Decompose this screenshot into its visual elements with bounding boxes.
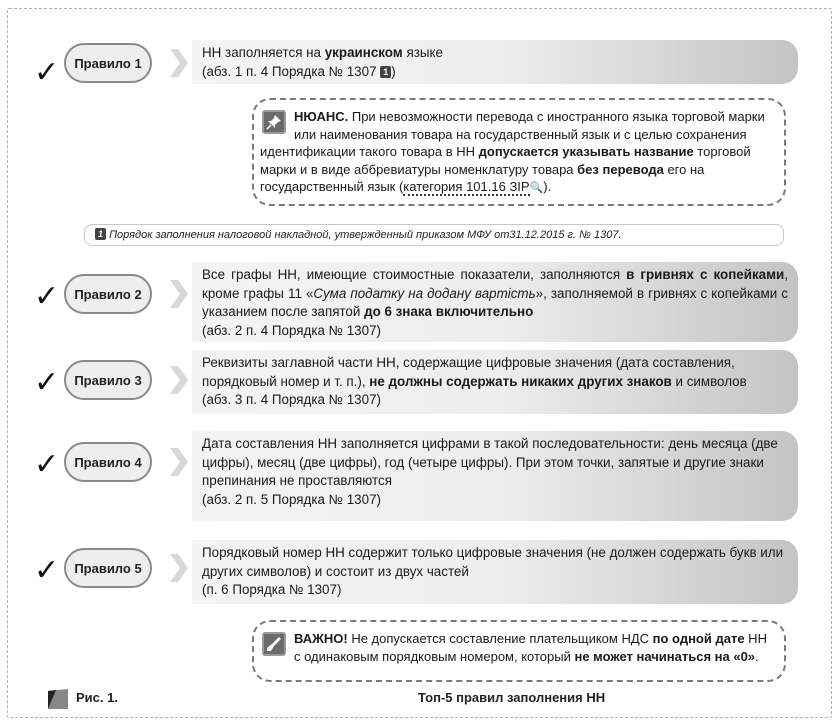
magnifier-icon[interactable]: 🔍 xyxy=(529,182,544,195)
text-segment: в гривнях с копейками xyxy=(626,267,785,282)
rule-label-pill: Правило 2 xyxy=(64,274,152,314)
rule-label-pill: Правило 4 xyxy=(64,442,152,482)
text-segment: При невозможности перевода с иностранного языка торговой марки или наименования товара на государственный язык и с целью сохранения идентификации такого товара в НН xyxy=(260,109,765,160)
nuance-text xyxy=(260,109,765,194)
rule-text xyxy=(192,431,798,521)
text-segment: НЮАНС. xyxy=(294,109,349,124)
footnote-ref-badge: 1 xyxy=(380,66,391,78)
text-segment: Порядковый номер НН содержит только цифровые значения (не должен содержать букв или других символов) и состоит из двух частей xyxy=(202,545,784,579)
figure-label: Рис. 1. xyxy=(76,690,118,705)
text-segment: торговой марки и в виде аббревиатуры номенклатуру товара xyxy=(260,144,751,177)
chevron-right-icon xyxy=(168,554,188,582)
text-segment: (абз. 2 п. 5 Порядка № 1307) xyxy=(202,491,381,507)
text-segment: языке xyxy=(402,45,443,60)
text-segment: НН заполняется на xyxy=(202,45,325,60)
text-segment: (абз. 3 п. 4 Порядка № 1307) xyxy=(202,392,381,407)
rule-text xyxy=(192,40,798,84)
brush-icon xyxy=(262,632,286,656)
text-segment: допускается указывать название xyxy=(478,144,694,160)
text-segment: (абз. 2 п. 4 Порядка № 1307) xyxy=(202,322,381,338)
text-segment: ). xyxy=(543,179,552,195)
chevron-right-icon xyxy=(168,366,188,394)
text-segment: ) xyxy=(391,63,396,79)
rule-label-pill: Правило 5 xyxy=(64,548,152,588)
text-segment: , кроме графы 11 « xyxy=(202,267,789,301)
text-segment: Сума податку на додану вартість xyxy=(313,285,536,301)
text-segment: Реквизиты заглавной части НН, содержащие цифровые значения (дата составления, порядковый номер и т. п.), xyxy=(202,355,735,389)
checkmark-icon: ✓ xyxy=(34,553,60,588)
checkmark-icon: ✓ xyxy=(34,279,60,314)
text-segment: не может начинаться на «0» xyxy=(574,648,756,664)
pushpin-icon xyxy=(262,110,286,134)
text-segment: (абз. 1 п. 4 Порядка № 1307 xyxy=(202,63,381,79)
checkmark-icon: ✓ xyxy=(34,447,60,482)
text-segment: Не допускается составление плательщиком НДС xyxy=(347,631,653,646)
text-segment: НН с одинаковым порядковым номером, который xyxy=(294,631,767,664)
footnote-text: Порядок заполнения налоговой накладной, утвержденный приказом МФУ от31.12.2015 г. № 1307. xyxy=(109,229,622,241)
rule-label-pill: Правило 3 xyxy=(64,360,152,400)
text-segment: без перевода xyxy=(577,161,664,177)
rule-text xyxy=(192,540,798,604)
text-segment: и символов xyxy=(671,373,747,389)
text-segment: Все графы НН, имеющие стоимостные показатели, заполняются xyxy=(202,267,627,282)
text-segment: украинском xyxy=(324,45,403,60)
footnote-badge: 1 xyxy=(95,228,106,240)
figure-marker-icon xyxy=(48,689,68,709)
chevron-right-icon xyxy=(168,280,188,308)
chevron-right-icon xyxy=(168,49,188,77)
rule-text xyxy=(192,350,798,414)
checkmark-icon: ✓ xyxy=(34,55,60,90)
important-text xyxy=(294,631,767,664)
text-segment: . xyxy=(755,648,759,664)
category-link[interactable]: категория 101.16 ЗІР xyxy=(403,179,530,195)
figure-title: Топ-5 правил заполнения НН xyxy=(418,690,606,705)
rule-text xyxy=(192,262,798,342)
important-note xyxy=(252,620,786,682)
footnote xyxy=(84,224,784,246)
text-segment: не должны содержать никаких других знаков xyxy=(369,373,672,389)
nuance-note xyxy=(252,98,786,206)
text-segment: его на государственный язык ( xyxy=(260,161,705,195)
text-segment: », заполняемой в гривнях с копейками с указанием после запятой xyxy=(202,285,788,319)
checkmark-icon: ✓ xyxy=(34,365,60,400)
text-segment: до 6 знака включительно xyxy=(364,304,534,319)
text-segment: Дата составления НН заполняется цифрами в такой последовательности: день месяца (две цифры), месяц (две цифры), год (четыре цифры). При этом точки, запятые и другие знаки препинания не проставляются xyxy=(202,436,778,488)
chevron-right-icon xyxy=(168,448,188,476)
rule-label-pill: Правило 1 xyxy=(64,43,152,83)
text-segment: ВАЖНО! xyxy=(294,631,348,646)
text-segment: по одной дате xyxy=(652,631,745,646)
text-segment: (п. 6 Порядка № 1307) xyxy=(202,582,342,597)
